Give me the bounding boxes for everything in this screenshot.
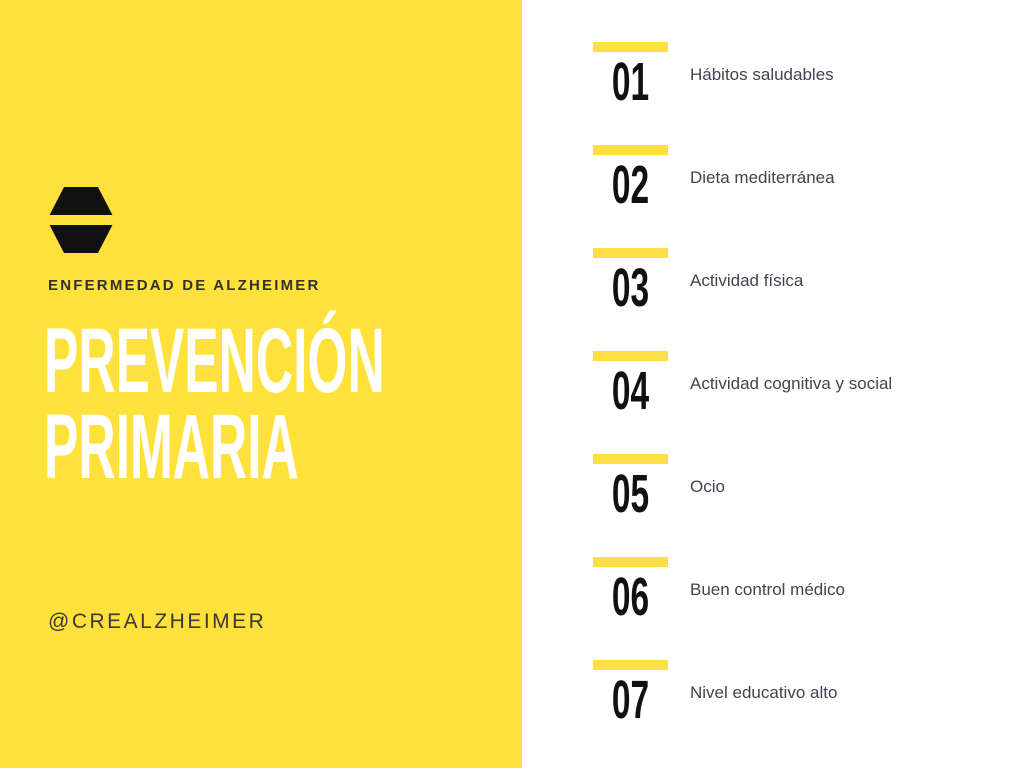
page-title [44,310,385,498]
list-item [593,660,1024,730]
item-label: Nivel educativo alto [690,682,838,702]
list-item-number-block [593,351,668,421]
item-number: 01 [611,52,650,112]
list-item-number-block [593,660,668,730]
item-accent-bar [593,42,668,52]
page-title-line2: PRIMARIA [44,396,299,498]
item-number: 07 [611,670,650,730]
item-label: Actividad cognitiva y social [690,373,893,393]
item-number: 03 [611,258,650,318]
list-item [593,145,1024,215]
list-item-number-block [593,248,668,318]
item-number: 06 [611,567,650,627]
eyebrow-text: ENFERMEDAD DE ALZHEIMER [48,277,321,294]
item-accent-bar [593,557,668,567]
list-item-number-block [593,454,668,524]
list-item-number-block [593,557,668,627]
item-number: 04 [611,361,650,421]
item-label: Dieta mediterránea [690,167,835,187]
hexagon-logo-icon [47,187,115,253]
item-accent-bar [593,351,668,361]
item-label: Actividad física [690,270,804,290]
list-item [593,42,1024,112]
list-item [593,248,1024,318]
list-item [593,351,1024,421]
item-number: 05 [611,464,650,524]
item-accent-bar [593,454,668,464]
item-label: Ocio [690,476,725,496]
item-accent-bar [593,145,668,155]
page-title-line1: PREVENCIÓN [44,310,385,412]
item-label: Buen control médico [690,579,845,599]
item-accent-bar [593,248,668,258]
list-item [593,454,1024,524]
list-panel [522,0,1024,768]
item-accent-bar [593,660,668,670]
item-number: 02 [611,155,650,215]
list-item-number-block [593,145,668,215]
list-item [593,557,1024,627]
item-label: Hábitos saludables [690,64,834,84]
list-item-number-block [593,42,668,112]
social-handle: @CREALZHEIMER [48,610,267,633]
